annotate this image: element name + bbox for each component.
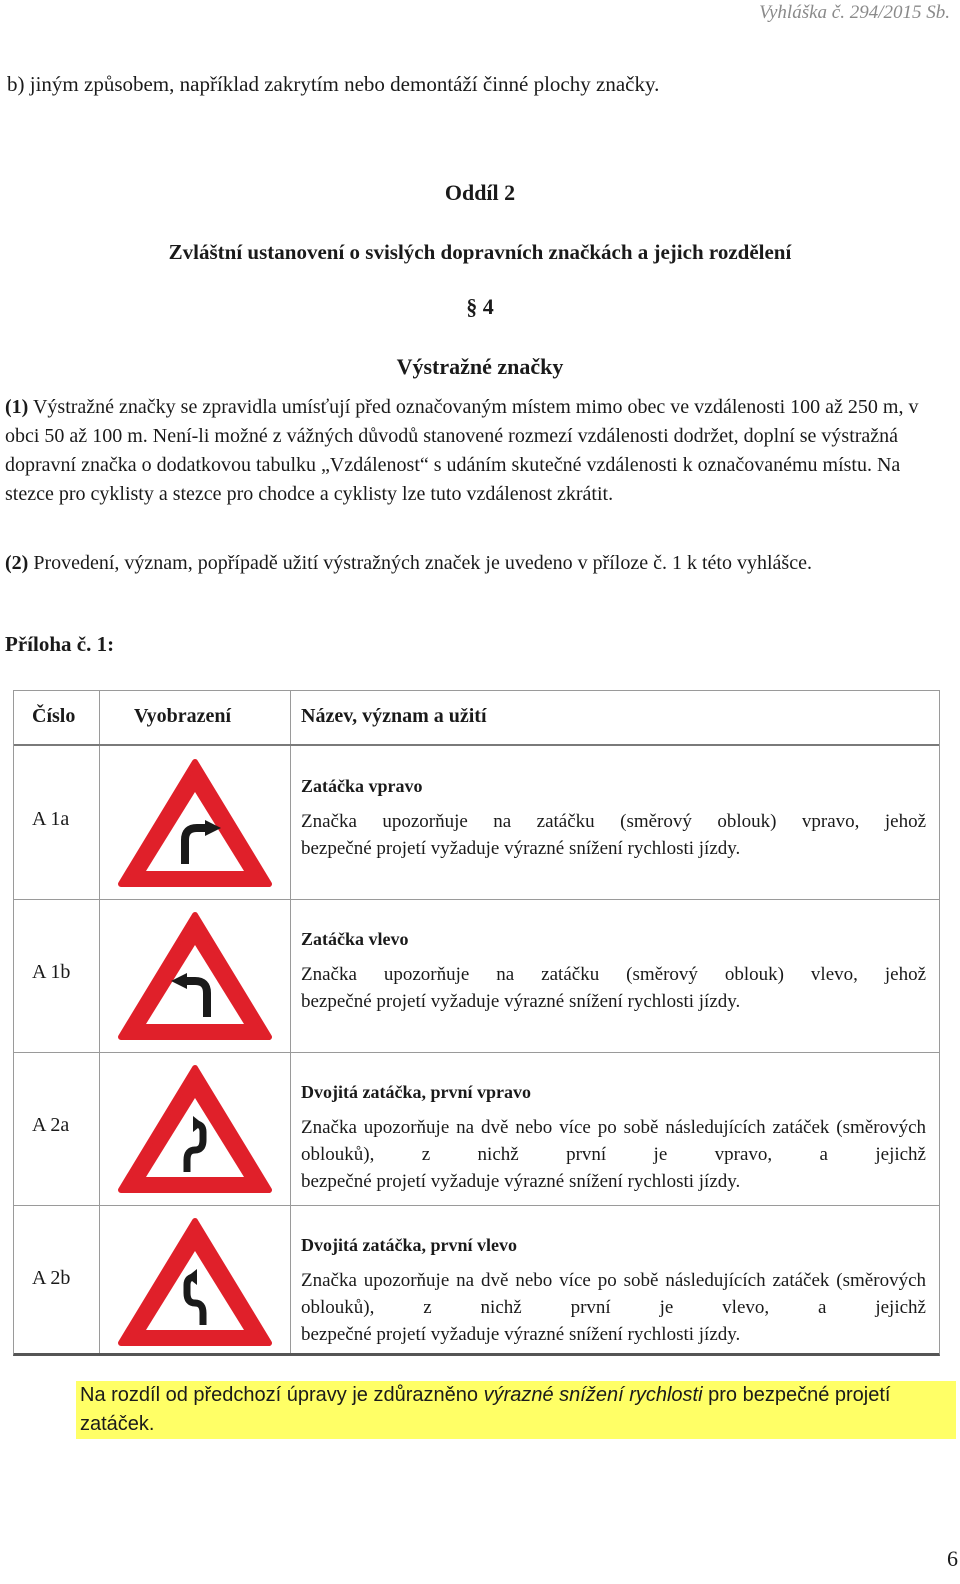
highlighted-note — [76, 1381, 956, 1439]
sign-name: Dvojitá zatáčka, první vlevo — [301, 1235, 517, 1255]
page-number: 6 — [947, 1546, 958, 1571]
sign-description-last: bezpečné projetí vyžaduje výrazné snížení rychlosti jízdy. — [301, 838, 741, 859]
document-reference: Vyhláška č. 294/2015 Sb. — [759, 2, 950, 23]
paragraph-1-number: (1) — [5, 396, 29, 418]
note-text-after: pro bezpečné projetí zatáček. — [80, 1384, 891, 1435]
sign-name: Dvojitá zatáčka, první vpravo — [301, 1082, 531, 1102]
sign-description-main: Značka upozorňuje na zatáčku (směrový oblouk) vpravo, jehož — [301, 811, 926, 832]
paragraph-2-text: Provedení, význam, popřípadě užití výstražných značek je uvedeno v příloze č. 1 k této vyhlášce. — [28, 552, 812, 574]
intro-line: b) jiným způsobem, například zakrytím nebo demontáží činné plochy značky. — [7, 72, 660, 96]
sign-description — [301, 808, 926, 862]
table-header-row — [14, 691, 939, 746]
signs-table — [13, 690, 940, 1356]
sign-name: Zatáčka vpravo — [301, 776, 423, 796]
sign-description-last: bezpečné projetí vyžaduje výrazné snížení rychlosti jízdy. — [301, 1324, 741, 1345]
sign-description-main: Značka upozorňuje na dvě nebo více po sobě následujících zatáček (směrových oblouků), z nichž první je vlevo, a jejichž — [301, 1270, 926, 1318]
table-row — [14, 1205, 939, 1358]
annex-label: Příloha č. 1: — [5, 632, 115, 656]
header-number: Číslo — [32, 705, 76, 727]
sign-description-last: bezpečné projetí vyžaduje výrazné snížení rychlosti jízdy. — [301, 1171, 741, 1192]
curve-left-icon — [115, 909, 275, 1044]
sign-description — [301, 961, 926, 1015]
curve-right-icon — [115, 756, 275, 891]
sign-code: A 2a — [32, 1114, 70, 1136]
double-curve-left-icon — [115, 1215, 275, 1350]
sign-description-main: Značka upozorňuje na dvě nebo více po sobě následujících zatáček (směrových oblouků), z nichž první je vpravo, a jejichž — [301, 1117, 926, 1165]
section-heading: Výstražné značky — [396, 354, 564, 379]
paragraph-2-number: (2) — [5, 552, 29, 574]
table-row — [14, 746, 939, 900]
table-row — [14, 1052, 939, 1206]
double-curve-right-icon — [115, 1062, 275, 1197]
paragraph-mark-text: § 4 — [466, 294, 494, 319]
sign-description-main: Značka upozorňuje na zatáčku (směrový oblouk) vlevo, jehož — [301, 964, 926, 985]
sign-description — [301, 1114, 926, 1195]
sign-code: A 1a — [32, 808, 70, 830]
sign-description-last: bezpečné projetí vyžaduje výrazné snížení rychlosti jízdy. — [301, 991, 741, 1012]
table-row — [14, 899, 939, 1053]
sign-code: A 1b — [32, 961, 71, 983]
note-text-before: Na rozdíl od předchozí úpravy je zdůrazněno — [80, 1384, 484, 1406]
header-image: Vyobrazení — [134, 705, 232, 727]
paragraph-mark — [0, 294, 960, 320]
sign-name: Zatáčka vlevo — [301, 929, 409, 949]
note-emphasis: výrazné snížení rychlosti — [483, 1384, 703, 1406]
section-title: Oddíl 2 — [444, 180, 516, 205]
paragraph-1 — [5, 393, 945, 509]
sign-code: A 2b — [32, 1267, 71, 1289]
paragraph-1-text: Výstražné značky se zpravidla umísťují před označovaným místem mimo obec ve vzdálenosti 100 až 250 m, v obci 50 až 100 m. Není-li možné z vážných důvodů stanovené rozmezí vzdálenosti dodržet, doplní se výstražná dopravní značka o dodatkovou tabulku „Vzdálenost“ s udáním skutečné vzdálenosti k označovanému místu. Na stezce pro cyklisty a stezce pro chodce a cyklisty lze tuto vzdálenost zkrátit. — [5, 396, 919, 505]
section-subtitle: Zvláštní ustanovení o svislých dopravních značkách a jejich rozdělení — [168, 240, 792, 264]
header-name-meaning: Název, význam a užití — [301, 705, 487, 727]
paragraph-2 — [5, 549, 945, 578]
sign-description — [301, 1267, 926, 1348]
